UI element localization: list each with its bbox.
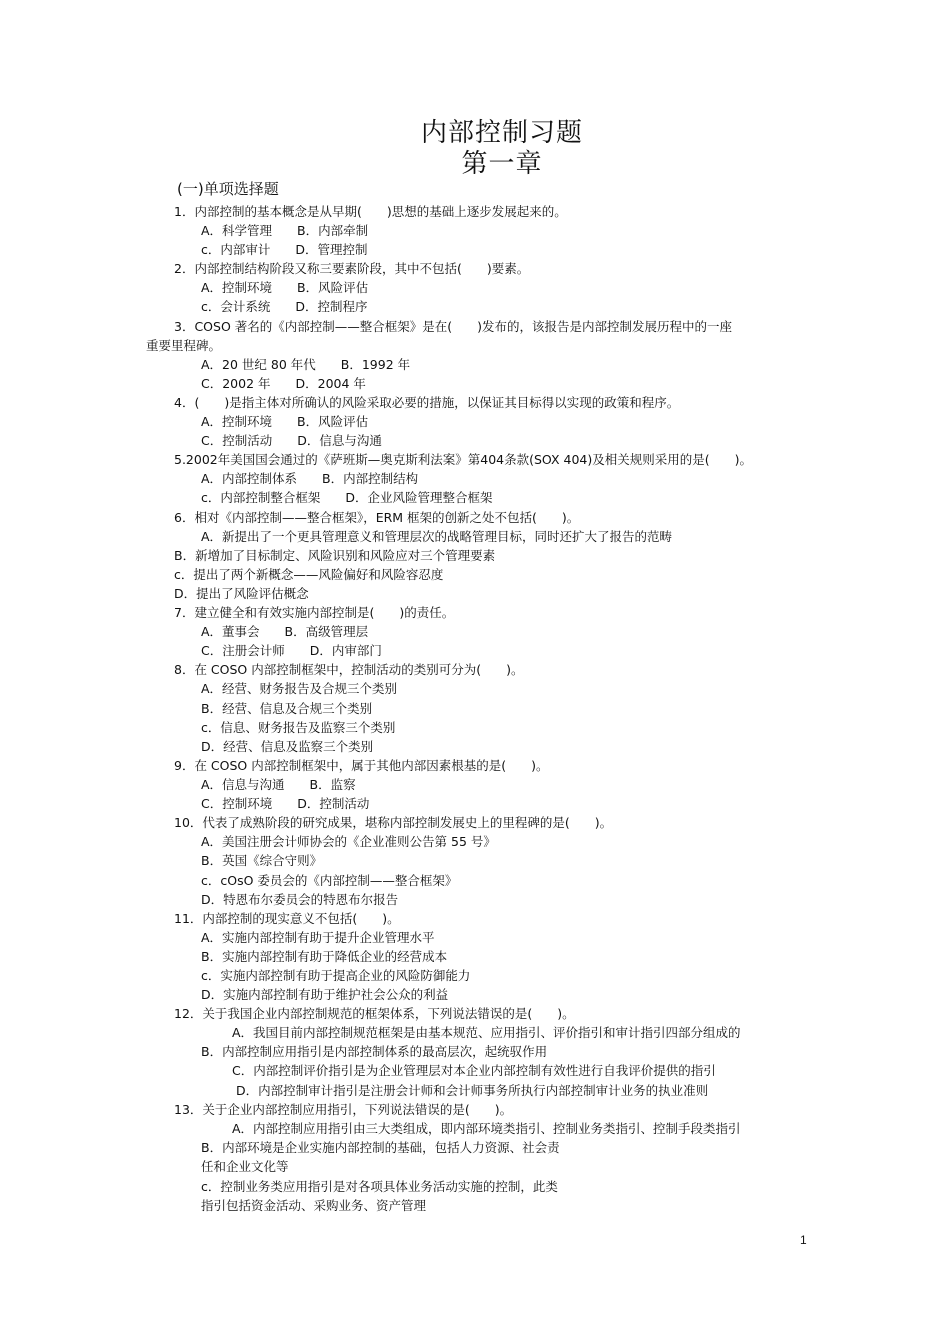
answer-options: C．2002 年 D．2004 年 xyxy=(201,376,366,391)
answer-options: A．董事会 B．高级管理层 xyxy=(201,624,369,639)
answer-options: c．会计系统 D．控制程序 xyxy=(201,299,368,314)
answer-option: A．经营、财务报告及合规三个类别 xyxy=(201,681,398,696)
question-text: 2．内部控制结构阶段又称三要素阶段，其中不包括( )要素。 xyxy=(174,261,530,276)
answer-option: c．cOsO 委员会的《内部控制——整合框架》 xyxy=(201,873,458,888)
answer-option: D．提出了风险评估概念 xyxy=(174,586,309,601)
answer-option: D．实施内部控制有助于维护社会公众的利益 xyxy=(201,987,449,1002)
answer-options: A．控制环境 B．风险评估 xyxy=(201,414,369,429)
question-text: 4．( )是指主体对所确认的风险采取必要的措施，以保证其目标得以实现的政策和程序。 xyxy=(174,395,680,410)
answer-option: c．控制业务类应用指引是对各项具体业务活动实施的控制，此类 xyxy=(201,1179,558,1194)
answer-options: C．控制活动 D．信息与沟通 xyxy=(201,433,382,448)
question-text: 12．关于我国企业内部控制规范的框架体系，下列说法错误的是( )。 xyxy=(174,1006,575,1021)
answer-options: A．20 世纪 80 年代 B．1992 年 xyxy=(201,357,411,372)
question-text: 5.2002年美国国会通过的《萨班斯—奥克斯利法案》第404条款(SOX 404)及相关规则采用的是( )。 xyxy=(174,452,752,467)
answer-option: A．美国注册会计师协会的《企业准则公告第 55 号》 xyxy=(201,834,496,849)
answer-option: B．实施内部控制有助于降低企业的经营成本 xyxy=(201,949,448,964)
question-text: 13．关于企业内部控制应用指引，下列说法错误的是( )。 xyxy=(174,1102,513,1117)
answer-option: A．新提出了一个更具管理意义和管理层次的战略管理目标，同时还扩大了报告的范畴 xyxy=(201,529,673,544)
answer-option: B．内部控制应用指引是内部控制体系的最高层次，起统驭作用 xyxy=(201,1044,548,1059)
answer-option: A．我国目前内部控制规范框架是由基本规范、应用指引、评价指引和审计指引四部分组成的 xyxy=(232,1025,741,1040)
question-text: 10．代表了成熟阶段的研究成果，堪称内部控制发展史上的里程碑的是( )。 xyxy=(174,815,613,830)
answer-option: c．提出了两个新概念——风险偏好和风险容忍度 xyxy=(174,567,444,582)
question-text: 重要里程碑。 xyxy=(146,338,222,353)
question-text: 8．在 COSO 内部控制框架中，控制活动的类别可分为( )。 xyxy=(174,662,524,677)
answer-option: 任和企业文化等 xyxy=(201,1159,289,1174)
question-text: 1．内部控制的基本概念是从早期( )思想的基础上逐步发展起来的。 xyxy=(174,204,567,219)
answer-option: B．内部环境是企业实施内部控制的基础，包括人力资源、社会责 xyxy=(201,1140,560,1155)
answer-options: c．内部控制整合框架 D．企业风险管理整合框架 xyxy=(201,490,493,505)
answer-option: D．经营、信息及监察三个类别 xyxy=(201,739,374,754)
answer-option: C．内部控制评价指引是为企业管理层对本企业内部控制有效性进行自我评价提供的指引 xyxy=(232,1063,716,1078)
answer-options: c．内部审计 D．管理控制 xyxy=(201,242,368,257)
answer-options: A．控制环境 B．风险评估 xyxy=(201,280,369,295)
answer-option: B．新增加了目标制定、风险识别和风险应对三个管理要素 xyxy=(174,548,496,563)
answer-options: C．控制环境 D．控制活动 xyxy=(201,796,370,811)
answer-options: A．科学管理 B．内部牵制 xyxy=(201,223,369,238)
answer-option: D．内部控制审计指引是注册会计师和会计师事务所执行内部控制审计业务的执业准则 xyxy=(236,1083,709,1098)
chapter-heading: 第一章 xyxy=(461,149,543,179)
answer-option: c．信息、财务报告及监察三个类别 xyxy=(201,720,396,735)
question-text: 7．建立健全和有效实施内部控制是( )的责任。 xyxy=(174,605,455,620)
answer-option: 指引包括资金活动、采购业务、资产管理 xyxy=(201,1198,427,1213)
question-text: 9．在 COSO 内部控制框架中，属于其他内部因素根基的是( )。 xyxy=(174,758,549,773)
answer-option: c．实施内部控制有助于提高企业的风险防御能力 xyxy=(201,968,471,983)
question-text: 11．内部控制的现实意义不包括( )。 xyxy=(174,911,400,926)
answer-option: B．经营、信息及合规三个类别 xyxy=(201,701,373,716)
answer-options: A．信息与沟通 B．监察 xyxy=(201,777,356,792)
document-title: 内部控制习题 xyxy=(420,118,583,148)
answer-options: C．注册会计师 D．内审部门 xyxy=(201,643,382,658)
question-text: 6．相对《内部控制——整合框架》，ERM 框架的创新之处不包括( )。 xyxy=(174,510,580,525)
page-number: 1 xyxy=(800,1233,807,1247)
answer-options: A．内部控制体系 B．内部控制结构 xyxy=(201,471,419,486)
section-heading: (一)单项选择题 xyxy=(177,180,279,198)
answer-option: B．英国《综合守则》 xyxy=(201,853,323,868)
question-text: 3．COSO 著名的《内部控制——整合框架》是在( )发布的，该报告是内部控制发展历程中的一座 xyxy=(174,319,733,334)
answer-option: A．实施内部控制有助于提升企业管理水平 xyxy=(201,930,435,945)
answer-option: D．特恩布尔委员会的特恩布尔报告 xyxy=(201,892,399,907)
answer-option: A．内部控制应用指引由三大类组成，即内部环境类指引、控制业务类指引、控制手段类指引 xyxy=(232,1121,741,1136)
